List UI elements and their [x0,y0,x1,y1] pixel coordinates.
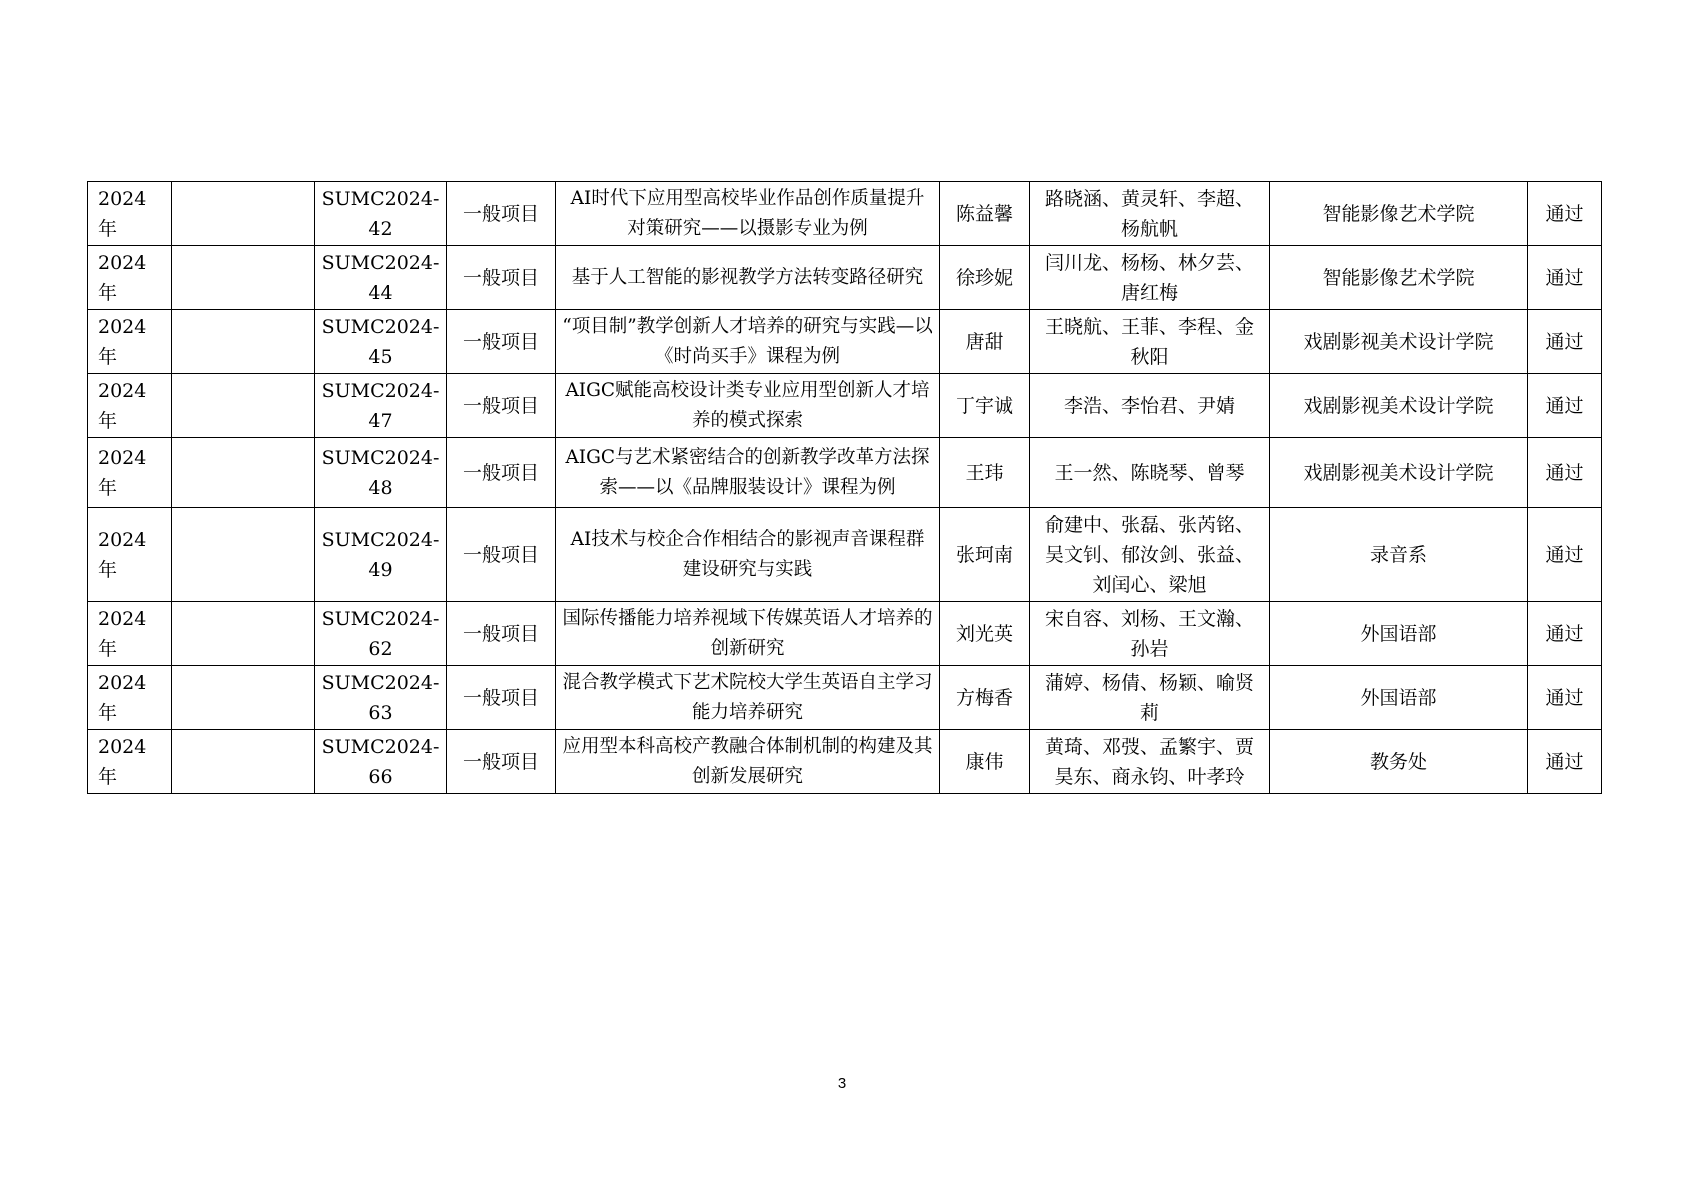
result-cell: 通过 [1528,246,1602,310]
blank-cell [172,602,315,666]
year-cell: 2024年 [88,182,172,246]
project-code-cell: SUMC2024-62 [315,602,447,666]
project-category-cell: 一般项目 [447,182,556,246]
project-leader-cell: 徐珍妮 [940,246,1030,310]
project-title-cell: AI时代下应用型高校毕业作品创作质量提升对策研究——以摄影专业为例 [556,182,940,246]
project-table [87,181,1602,794]
project-code-cell: SUMC2024-63 [315,666,447,730]
result-cell: 通过 [1528,602,1602,666]
project-members-cell: 王晓航、王菲、李程、金秋阳 [1030,310,1270,374]
table-row [88,374,1602,438]
project-code-cell: SUMC2024-48 [315,438,447,508]
result-cell: 通过 [1528,310,1602,374]
project-code-cell: SUMC2024-45 [315,310,447,374]
department-cell: 外国语部 [1270,602,1528,666]
project-leader-cell: 丁宇诚 [940,374,1030,438]
project-category-cell: 一般项目 [447,310,556,374]
project-category-cell: 一般项目 [447,246,556,310]
year-cell: 2024年 [88,602,172,666]
project-category-cell: 一般项目 [447,730,556,794]
table-row [88,508,1602,602]
project-category-cell: 一般项目 [447,602,556,666]
table-row [88,602,1602,666]
project-title-cell: AIGC与艺术紧密结合的创新教学改革方法探索——以《品牌服装设计》课程为例 [556,438,940,508]
project-title-cell: 国际传播能力培养视域下传媒英语人才培养的创新研究 [556,602,940,666]
blank-cell [172,438,315,508]
project-leader-cell: 张珂南 [940,508,1030,602]
year-cell: 2024年 [88,508,172,602]
year-cell: 2024年 [88,310,172,374]
department-cell: 外国语部 [1270,666,1528,730]
year-cell: 2024年 [88,246,172,310]
page-number: 3 [837,1075,847,1092]
project-leader-cell: 唐甜 [940,310,1030,374]
project-title-cell: AIGC赋能高校设计类专业应用型创新人才培养的模式探索 [556,374,940,438]
project-category-cell: 一般项目 [447,438,556,508]
blank-cell [172,374,315,438]
blank-cell [172,508,315,602]
project-leader-cell: 方梅香 [940,666,1030,730]
project-category-cell: 一般项目 [447,508,556,602]
project-title-cell: AI技术与校企合作相结合的影视声音课程群建设研究与实践 [556,508,940,602]
table-row [88,310,1602,374]
blank-cell [172,246,315,310]
year-cell: 2024年 [88,374,172,438]
project-title-cell: 基于人工智能的影视教学方法转变路径研究 [556,246,940,310]
project-code-cell: SUMC2024-42 [315,182,447,246]
project-members-cell: 李浩、李怡君、尹婧 [1030,374,1270,438]
blank-cell [172,666,315,730]
project-code-cell: SUMC2024-49 [315,508,447,602]
result-cell: 通过 [1528,730,1602,794]
project-members-cell: 蒲婷、杨倩、杨颖、喻贤莉 [1030,666,1270,730]
blank-cell [172,182,315,246]
project-title-cell: “项目制”教学创新人才培养的研究与实践—以《时尚买手》课程为例 [556,310,940,374]
year-cell: 2024年 [88,666,172,730]
year-cell: 2024年 [88,438,172,508]
project-code-cell: SUMC2024-66 [315,730,447,794]
blank-cell [172,730,315,794]
project-title-cell: 混合教学模式下艺术院校大学生英语自主学习能力培养研究 [556,666,940,730]
result-cell: 通过 [1528,374,1602,438]
project-members-cell: 黄琦、邓弢、孟繁宇、贾昊东、商永钧、叶孝玲 [1030,730,1270,794]
project-members-cell: 王一然、陈晓琴、曾琴 [1030,438,1270,508]
project-leader-cell: 陈益馨 [940,182,1030,246]
project-title-cell: 应用型本科高校产教融合体制机制的构建及其创新发展研究 [556,730,940,794]
blank-cell [172,310,315,374]
project-category-cell: 一般项目 [447,374,556,438]
project-members-cell: 宋自容、刘杨、王文瀚、孙岩 [1030,602,1270,666]
result-cell: 通过 [1528,182,1602,246]
department-cell: 智能影像艺术学院 [1270,246,1528,310]
table-row [88,182,1602,246]
department-cell: 戏剧影视美术设计学院 [1270,438,1528,508]
department-cell: 录音系 [1270,508,1528,602]
result-cell: 通过 [1528,508,1602,602]
project-members-cell: 路晓涵、黄灵轩、李超、杨航帆 [1030,182,1270,246]
department-cell: 智能影像艺术学院 [1270,182,1528,246]
project-category-cell: 一般项目 [447,666,556,730]
project-leader-cell: 刘光英 [940,602,1030,666]
department-cell: 戏剧影视美术设计学院 [1270,374,1528,438]
project-members-cell: 闫川龙、杨杨、林夕芸、唐红梅 [1030,246,1270,310]
department-cell: 教务处 [1270,730,1528,794]
project-leader-cell: 康伟 [940,730,1030,794]
project-members-cell: 俞建中、张磊、张芮铭、吴文钊、郁汝剑、张益、刘闰心、梁旭 [1030,508,1270,602]
table-row [88,438,1602,508]
table-row [88,246,1602,310]
project-code-cell: SUMC2024-44 [315,246,447,310]
result-cell: 通过 [1528,438,1602,508]
result-cell: 通过 [1528,666,1602,730]
table-row [88,666,1602,730]
department-cell: 戏剧影视美术设计学院 [1270,310,1528,374]
table-row [88,730,1602,794]
project-code-cell: SUMC2024-47 [315,374,447,438]
project-leader-cell: 王玮 [940,438,1030,508]
year-cell: 2024年 [88,730,172,794]
